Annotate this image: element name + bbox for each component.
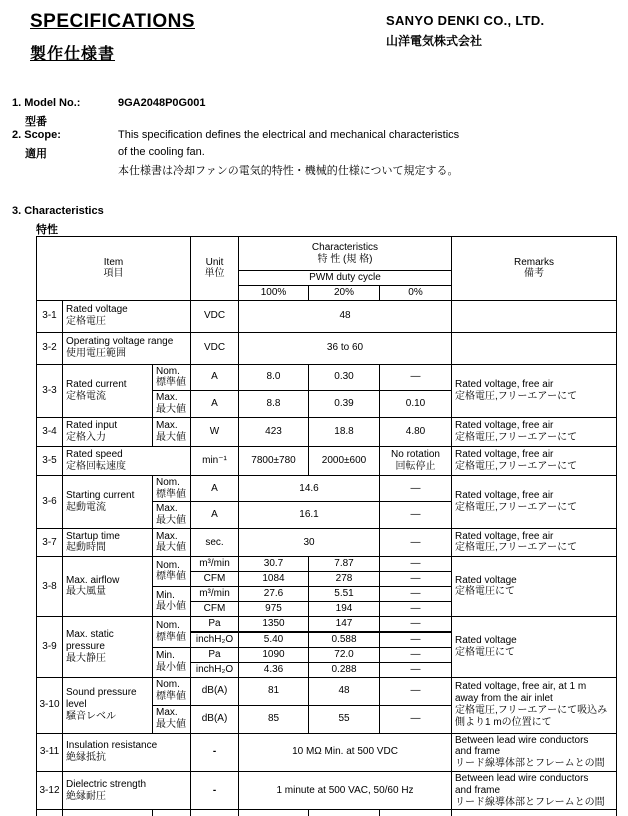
value-cell: 2000±600 [309, 446, 380, 475]
row-number-cell: 3-4 [37, 417, 63, 446]
col-header-remarks: Remarks 備考 [452, 237, 617, 301]
row-number-cell: 3-8 [37, 556, 63, 616]
company-block [386, 13, 544, 49]
item-name-cell: Operating voltage range 使用電圧範囲 [63, 332, 191, 364]
characteristics-table [36, 236, 617, 816]
remark-cell: Between lead wire conductors and frame リード線導体部とフレームとの間 [452, 771, 617, 809]
value-cell: — [380, 364, 452, 391]
section-characteristics-label: 3. Characteristics [12, 205, 104, 217]
value-cell: 81 [239, 677, 309, 705]
col-header-pwm-duty-cycle: PWM duty cycle [239, 271, 452, 286]
remark-cell: Rated voltage, free air 定格電圧,フリーエアーにて [452, 446, 617, 475]
value-cell: — [380, 662, 452, 677]
sub-item-label-cell: Max. 最大値 [153, 417, 191, 446]
remark-cell: Rated voltage, free air 定格電圧,フリーエアーにて [452, 417, 617, 446]
value-cell: — [380, 586, 452, 601]
item-name-cell: Rated current 定格電流 [63, 364, 153, 417]
sub-item-label-cell: Max. 最大値 [153, 528, 191, 556]
value-cell: 147 [309, 616, 380, 631]
remark-cell: Rated voltage, free air, at 1 m away from the air inlet 定格電圧,フリーエアーにて吸込み側より1 mの位置にて [452, 677, 617, 733]
value-cell: — [380, 571, 452, 586]
col-header-0pct: 0% [380, 285, 452, 300]
value-cell: — [380, 632, 452, 647]
item-name-cell: Dielectric strength 絶縁耐圧 [63, 771, 191, 809]
item-name-cell: Sound pressure level 騒音レベル [63, 677, 153, 733]
unit-cell: Pa [191, 647, 239, 662]
value-cell: 16.1 [239, 502, 380, 529]
cutoff-row-cell [309, 810, 380, 816]
col-header-20pct: 20% [309, 285, 380, 300]
value-cell: 48 [309, 677, 380, 705]
unit-cell: inchH₂O [191, 662, 239, 677]
cutoff-row-cell [37, 810, 63, 816]
value-cell: 0.588 [309, 632, 380, 647]
sub-item-label-cell: Nom. 標準値 [153, 556, 191, 586]
row-number-cell: 3-9 [37, 616, 63, 677]
scope-text-line-1: This specification defines the electrical and mechanical characteristics [118, 129, 460, 141]
value-cell: 18.8 [309, 417, 380, 446]
remark-cell [452, 332, 617, 364]
value-cell: 14.6 [239, 475, 380, 502]
row-number-cell: 3-10 [37, 677, 63, 733]
company-name: SANYO DENKI CO., LTD. [386, 13, 545, 28]
value-cell: 72.0 [309, 647, 380, 662]
scope-text-line-2: of the cooling fan. [118, 146, 205, 158]
unit-cell: A [191, 502, 239, 529]
value-cell: 423 [239, 417, 309, 446]
value-cell: 55 [309, 705, 380, 733]
item-name-cell: Insulation resistance 絶縁抵抗 [63, 733, 191, 771]
item-name-cell: Rated speed 定格回転速度 [63, 446, 191, 475]
sub-item-label-cell: Nom. 標準値 [153, 364, 191, 391]
unit-cell: VDC [191, 300, 239, 332]
sub-item-label-cell: Nom. 標準値 [153, 475, 191, 502]
sub-item-label-cell: Nom. 標準値 [153, 616, 191, 647]
cutoff-row-cell [153, 810, 191, 816]
unit-cell: Pa [191, 616, 239, 631]
unit-cell: min⁻¹ [191, 446, 239, 475]
cutoff-row-cell [63, 810, 153, 816]
item-name-cell: Startup time 起動時間 [63, 528, 153, 556]
company-name-ja: 山洋電気株式会社 [386, 34, 483, 48]
value-cell: 0.39 [309, 391, 380, 418]
remark-cell: Rated voltage, free air 定格電圧,フリーエアーにて [452, 364, 617, 417]
value-cell: 85 [239, 705, 309, 733]
value-cell: 27.6 [239, 586, 309, 601]
item-name-cell: Rated voltage 定格電圧 [63, 300, 191, 332]
value-cell: — [380, 647, 452, 662]
row-number-cell: 3-1 [37, 300, 63, 332]
item-name-cell: Max. static pressure 最大静圧 [63, 616, 153, 677]
value-cell: 4.36 [239, 662, 309, 677]
value-cell: 0.30 [309, 364, 380, 391]
scope-text-line-3: 本仕様書は冷却ファンの電気的特性・機械的仕様について規定する。 [118, 165, 459, 177]
unit-cell: inchH₂O [191, 632, 239, 647]
item-name-cell: Max. airflow 最大風量 [63, 556, 153, 616]
row-number-cell: 3-3 [37, 364, 63, 417]
value-cell: — [380, 475, 452, 502]
value-cell: 5.40 [239, 632, 309, 647]
value-cell: — [380, 502, 452, 529]
cutoff-row-cell [191, 810, 239, 816]
section-scope-label-ja: 適用 [25, 148, 47, 160]
unit-cell: - [191, 771, 239, 809]
value-cell: 36 to 60 [239, 332, 452, 364]
col-header-item: Item 項目 [37, 237, 191, 301]
unit-cell: dB(A) [191, 677, 239, 705]
value-cell: 30 [239, 528, 380, 556]
sub-item-label-cell: Max. 最大値 [153, 705, 191, 733]
remark-cell [452, 300, 617, 332]
cutoff-row-cell [380, 810, 452, 816]
value-cell: 30.7 [239, 556, 309, 571]
value-cell: 1350 [239, 616, 309, 631]
unit-cell: CFM [191, 571, 239, 586]
remark-cell: Rated voltage, free air 定格電圧,フリーエアーにて [452, 475, 617, 528]
row-number-cell: 3-5 [37, 446, 63, 475]
value-cell: — [380, 556, 452, 571]
section-model-label-ja: 型番 [25, 116, 47, 128]
value-cell: — [380, 616, 452, 631]
sub-item-label-cell: Max. 最大値 [153, 502, 191, 529]
unit-cell: A [191, 364, 239, 391]
remark-cell: Rated voltage 定格電圧にて [452, 556, 617, 616]
row-number-cell: 3-2 [37, 332, 63, 364]
sub-item-label-cell: Min. 最小値 [153, 586, 191, 616]
value-cell: — [380, 528, 452, 556]
value-cell: 0.10 [380, 391, 452, 418]
row-number-cell: 3-12 [37, 771, 63, 809]
sub-item-label-cell: Nom. 標準値 [153, 677, 191, 705]
document-title-block [30, 11, 195, 64]
col-header-characteristics: Characteristics 特 性 (規 格) [239, 237, 452, 271]
remark-cell: Rated voltage, free air 定格電圧,フリーエアーにて [452, 528, 617, 556]
col-header-100pct: 100% [239, 285, 309, 300]
remark-cell: Rated voltage 定格電圧にて [452, 616, 617, 677]
unit-cell: VDC [191, 332, 239, 364]
value-cell: 7800±780 [239, 446, 309, 475]
item-name-cell: Starting current 起動電流 [63, 475, 153, 528]
value-cell: No rotation 回転停止 [380, 446, 452, 475]
value-cell: — [380, 677, 452, 705]
unit-cell: W [191, 417, 239, 446]
value-cell: 4.80 [380, 417, 452, 446]
value-cell: 278 [309, 571, 380, 586]
section-model-label: 1. Model No.: [12, 97, 81, 109]
value-cell: 10 MΩ Min. at 500 VDC [239, 733, 452, 771]
unit-cell: sec. [191, 528, 239, 556]
value-cell: 1084 [239, 571, 309, 586]
cutoff-row-cell [452, 810, 617, 816]
section-characteristics-label-ja: 特性 [36, 224, 58, 236]
unit-cell: m³/min [191, 586, 239, 601]
value-cell: 8.0 [239, 364, 309, 391]
value-cell: 0.288 [309, 662, 380, 677]
row-number-cell: 3-7 [37, 528, 63, 556]
value-cell: 48 [239, 300, 452, 332]
value-cell: 1090 [239, 647, 309, 662]
unit-cell: CFM [191, 601, 239, 616]
value-cell: 7.87 [309, 556, 380, 571]
unit-cell: dB(A) [191, 705, 239, 733]
col-header-unit: Unit 単位 [191, 237, 239, 301]
unit-cell: A [191, 391, 239, 418]
value-cell: 5.51 [309, 586, 380, 601]
section-scope-label: 2. Scope: [12, 129, 61, 141]
value-cell: 8.8 [239, 391, 309, 418]
sub-item-label-cell: Min. 最小値 [153, 647, 191, 677]
value-cell: 194 [309, 601, 380, 616]
value-cell: — [380, 601, 452, 616]
document-title: SPECIFICATIONS [30, 11, 195, 32]
sub-item-label-cell: Max. 最大値 [153, 391, 191, 418]
remark-cell: Between lead wire conductors and frame リード線導体部とフレームとの間 [452, 733, 617, 771]
value-cell: 975 [239, 601, 309, 616]
model-number-value: 9GA2048P0G001 [118, 97, 206, 109]
unit-cell: - [191, 733, 239, 771]
item-name-cell: Rated input 定格入力 [63, 417, 153, 446]
row-number-cell: 3-6 [37, 475, 63, 528]
document-title-ja: 製作仕様書 [30, 46, 116, 63]
value-cell: — [380, 705, 452, 733]
row-number-cell: 3-11 [37, 733, 63, 771]
unit-cell: A [191, 475, 239, 502]
characteristics-table-body [37, 237, 617, 816]
unit-cell: m³/min [191, 556, 239, 571]
value-cell: 1 minute at 500 VAC, 50/60 Hz [239, 771, 452, 809]
cutoff-row-cell [239, 810, 309, 816]
